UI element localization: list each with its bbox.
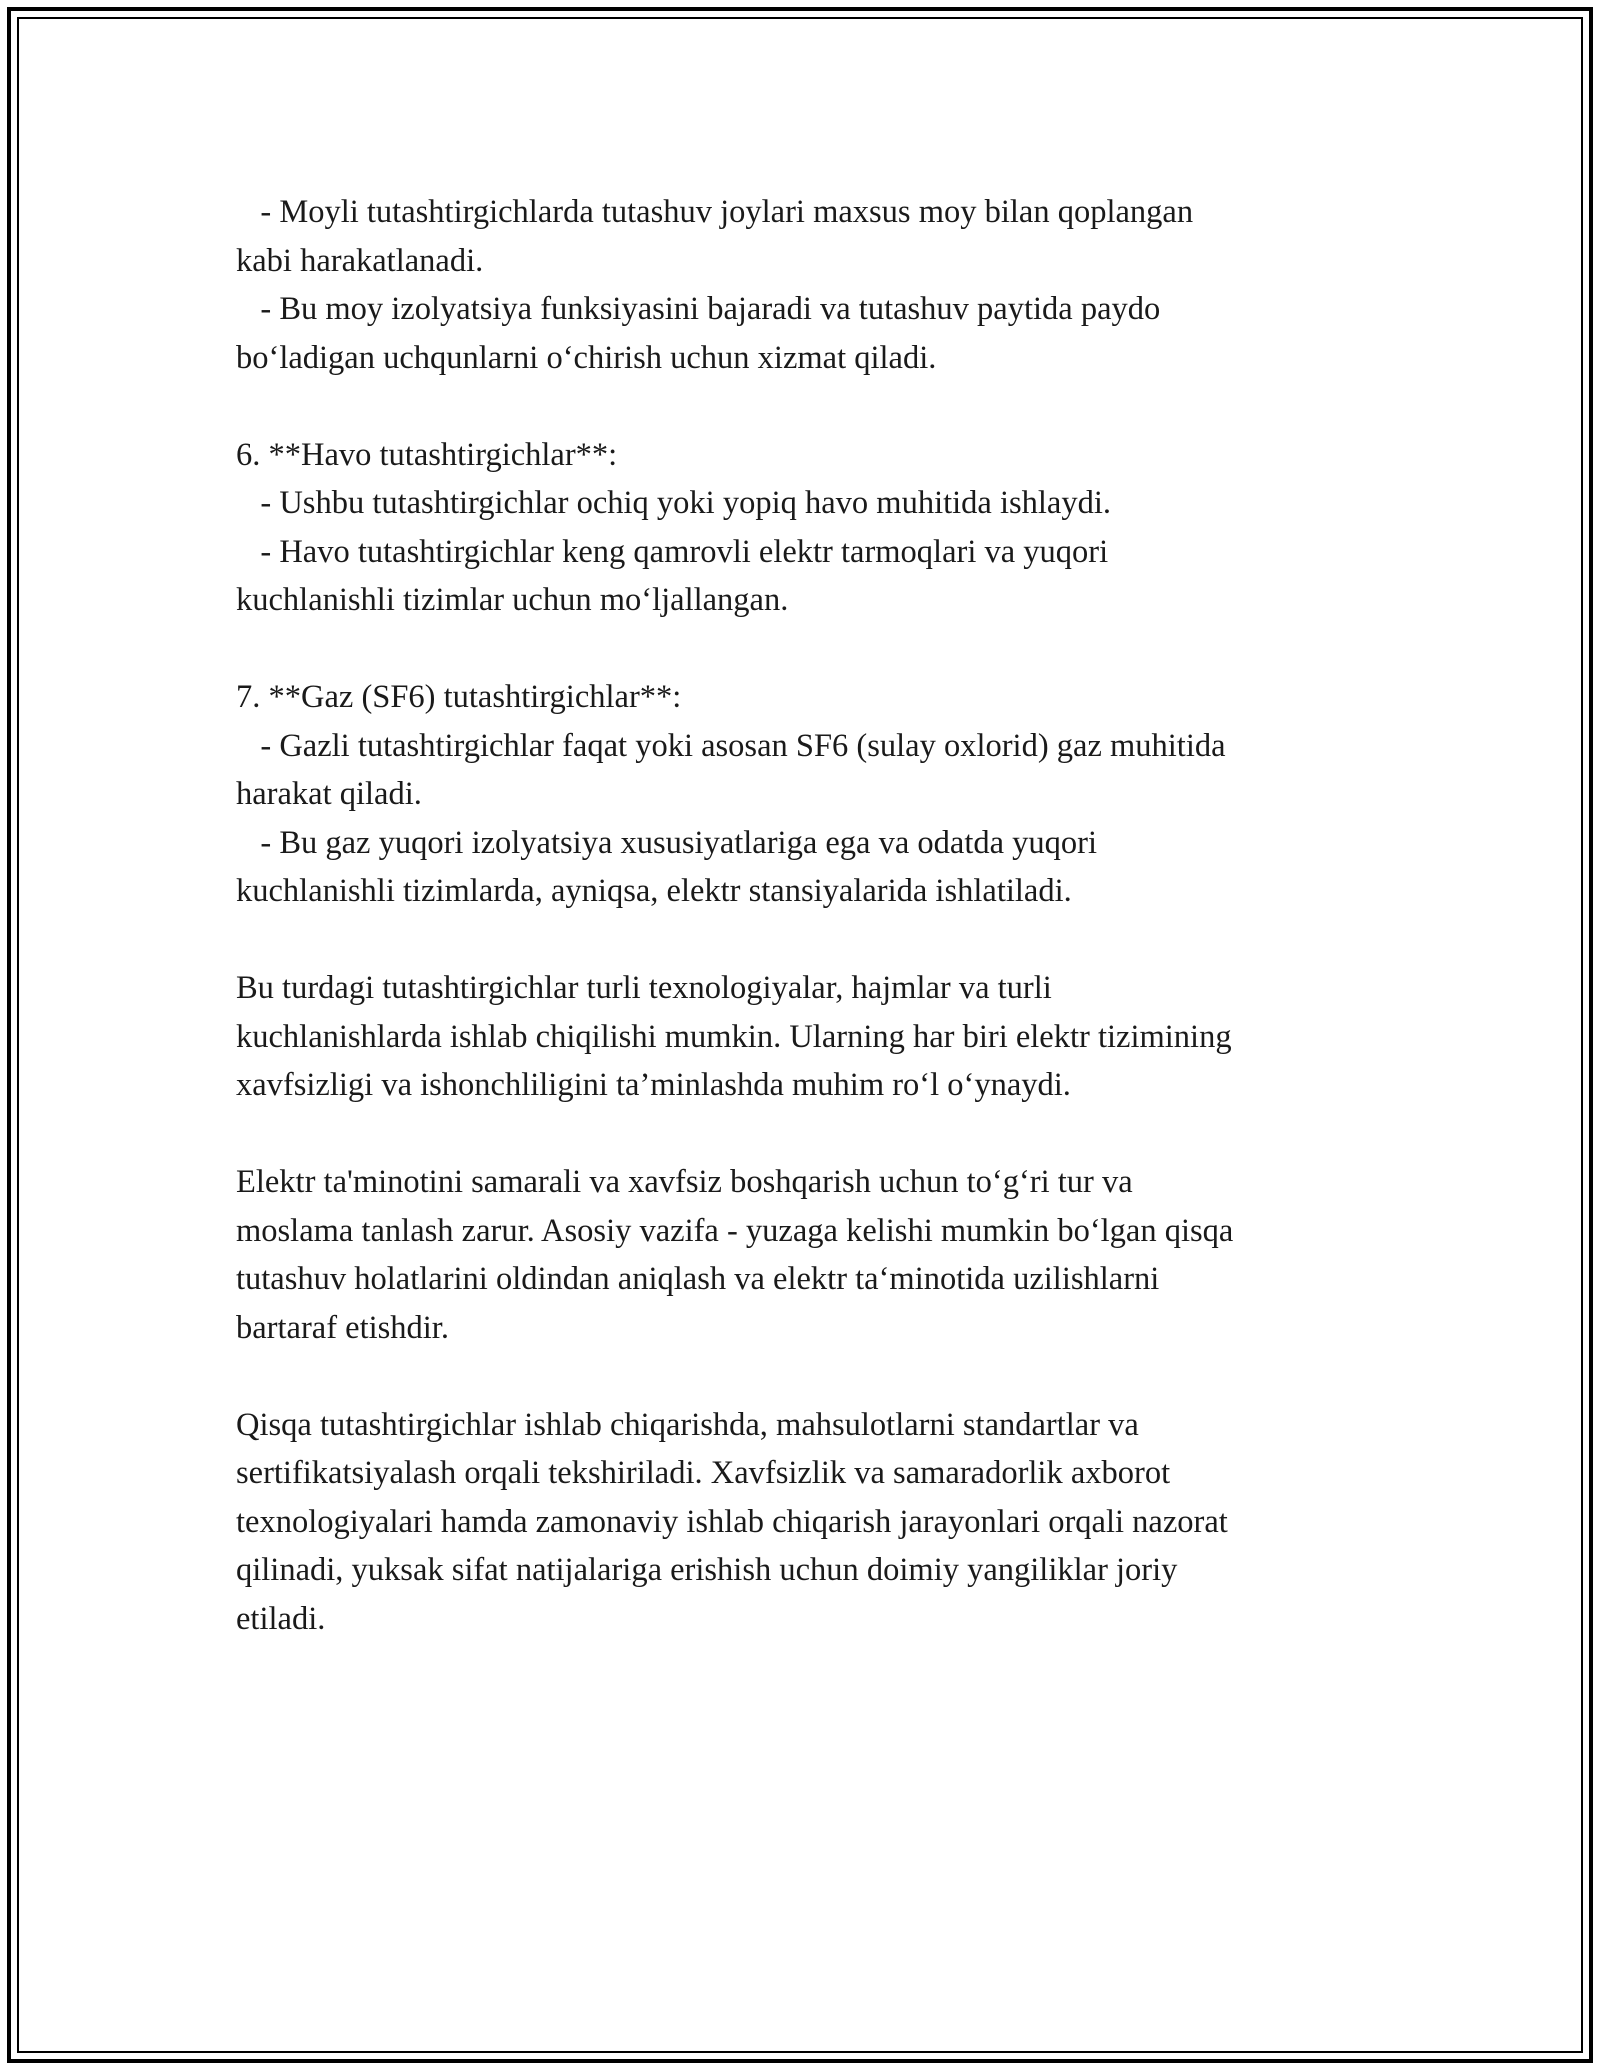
paragraph-selection bbox=[236, 1158, 1376, 1352]
text-line: - Bu moy izolyatsiya funksiyasini bajaradi va tutashuv paytida paydo bbox=[236, 291, 1161, 327]
list-heading: 7. **Gaz (SF6) tutashtirgichlar**: bbox=[236, 679, 682, 715]
text-line: etiladi. bbox=[236, 1600, 326, 1637]
text-line: kuchlanishli tizimlar uchun mo‘ljallangan. bbox=[236, 582, 789, 618]
paragraph-gas-switch bbox=[236, 673, 1376, 916]
text-line: kuchlanishlarda ishlab chiqilishi mumkin. Ularning har biri elektr tizimining bbox=[236, 1018, 1232, 1055]
text-line: texnologiyalari hamda zamonaviy ishlab chiqarish jarayonlari orqali nazorat bbox=[236, 1503, 1228, 1540]
text-line: Elektr ta'minotini samarali va xavfsiz boshqarish uchun to‘g‘ri tur va bbox=[236, 1164, 1133, 1200]
list-heading: 6. **Havo tutashtirgichlar**: bbox=[236, 436, 618, 473]
text-line: kuchlanishli tizimlarda, ayniqsa, elektr stansiyalarida ishlatiladi. bbox=[236, 873, 1072, 909]
text-line: Qisqa tutashtirgichlar ishlab chiqarishda, mahsulotlarni standartlar va bbox=[236, 1406, 1139, 1443]
text-line: harakat qiladi. bbox=[236, 776, 422, 812]
paragraph-air-switch bbox=[236, 431, 1376, 625]
text-line: - Havo tutashtirgichlar keng qamrovli elektr tarmoqlari va yuqori bbox=[236, 533, 1109, 570]
text-line: bo‘ladigan uchqunlarni o‘chirish uchun xizmat qiladi. bbox=[236, 339, 937, 376]
text-line: bartaraf etishdir. bbox=[236, 1309, 449, 1346]
text-line: sertifikatsiyalash orqali tekshiriladi. Xavfsizlik va samaradorlik axborot bbox=[236, 1455, 1171, 1491]
text-line: moslama tanlash zarur. Asosiy vazifa - yuzaga kelishi mumkin bo‘lgan qisqa bbox=[236, 1212, 1234, 1249]
text-line: - Bu gaz yuqori izolyatsiya xususiyatlariga ega va odatda yuqori bbox=[236, 824, 1098, 861]
paragraph-summary bbox=[236, 964, 1376, 1110]
text-line: tutashuv holatlarini oldindan aniqlash va elektr ta‘minotida uzilishlarni bbox=[236, 1261, 1160, 1297]
document-body bbox=[236, 188, 1376, 1692]
text-line: Bu turdagi tutashtirgichlar turli texnologiyalar, hajmlar va turli bbox=[236, 970, 1052, 1006]
text-line: - Gazli tutashtirgichlar faqat yoki asosan SF6 (sulay oxlorid) gaz muhitida bbox=[236, 727, 1226, 764]
text-line: kabi harakatlanadi. bbox=[236, 242, 484, 279]
text-line: qilinadi, yuksak sifat natijalariga erishish uchun doimiy yangiliklar joriy bbox=[236, 1552, 1178, 1588]
paragraph-production bbox=[236, 1401, 1376, 1644]
text-line: - Ushbu tutashtirgichlar ochiq yoki yopiq havo muhitida ishlaydi. bbox=[236, 485, 1111, 521]
text-line: - Moyli tutashtirgichlarda tutashuv joylari maxsus moy bilan qoplangan bbox=[236, 194, 1194, 230]
paragraph-oil-switch bbox=[236, 188, 1376, 382]
text-line: xavfsizligi va ishonchliligini ta’minlashda muhim ro‘l o‘ynaydi. bbox=[236, 1067, 1071, 1103]
